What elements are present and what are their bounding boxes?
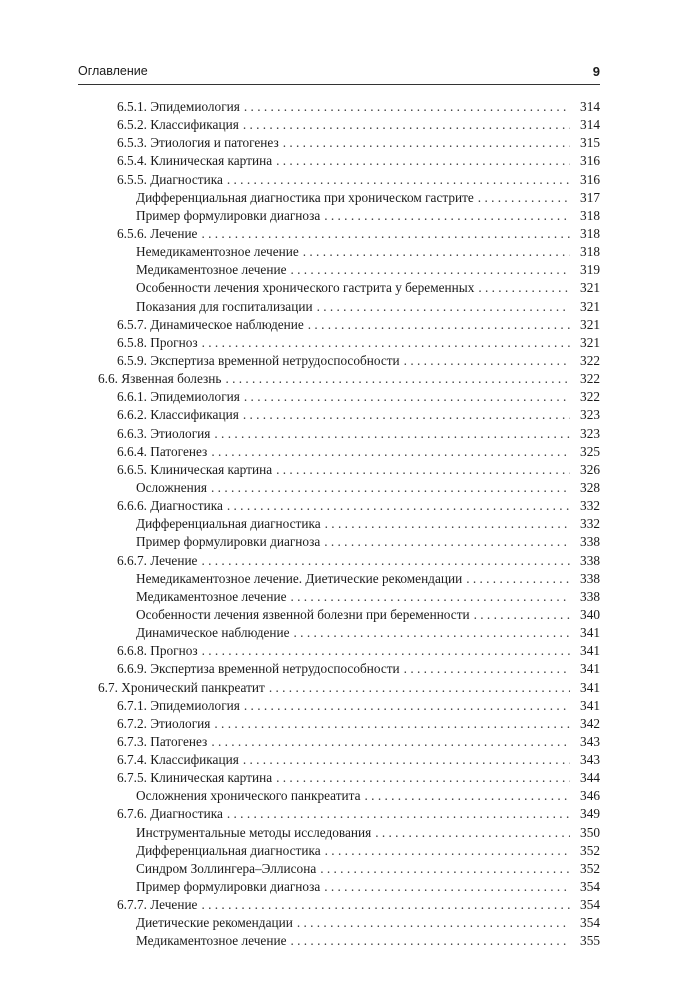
toc-entry-title: Немедикаментозное лечение bbox=[136, 244, 299, 260]
toc-dot-leader bbox=[290, 932, 570, 950]
toc-dot-leader bbox=[244, 388, 570, 406]
toc-entry-page: 343 bbox=[580, 733, 600, 749]
toc-entry bbox=[78, 570, 600, 588]
toc-entry bbox=[78, 588, 600, 606]
toc-dot-leader bbox=[211, 733, 570, 751]
toc-entry bbox=[78, 787, 600, 805]
toc-dot-leader bbox=[201, 552, 570, 570]
toc-entry-page: 354 bbox=[580, 915, 600, 931]
toc-entry-page: 322 bbox=[580, 371, 600, 387]
toc-entry-page: 341 bbox=[580, 643, 600, 659]
toc-entry-page: 318 bbox=[580, 225, 600, 241]
toc-entry-title: 6.5.7. Динамическое наблюдение bbox=[117, 316, 304, 332]
toc-entry-title: 6.6.8. Прогноз bbox=[117, 643, 198, 659]
toc-entry-title: 6.6.5. Клиническая картина bbox=[117, 461, 273, 477]
toc-entry bbox=[78, 443, 600, 461]
toc-entry bbox=[78, 298, 600, 316]
toc-dot-leader bbox=[303, 243, 570, 261]
toc-entry-page: 326 bbox=[580, 461, 600, 477]
toc-dot-leader bbox=[243, 751, 570, 769]
toc-entry-title: 6.5.6. Лечение bbox=[117, 225, 198, 241]
toc-entry-title: Пример формулировки диагноза bbox=[136, 879, 321, 895]
toc-dot-leader bbox=[325, 515, 570, 533]
toc-entry-title: Пример формулировки диагноза bbox=[136, 207, 321, 223]
toc-entry-page: 338 bbox=[580, 570, 600, 586]
toc-entry bbox=[78, 261, 600, 279]
toc-dot-leader bbox=[227, 497, 570, 515]
toc-entry bbox=[78, 425, 600, 443]
toc-entry-title: Осложнения хронического панкреатита bbox=[136, 788, 361, 804]
toc-dot-leader bbox=[308, 316, 570, 334]
toc-entry bbox=[78, 152, 600, 170]
toc-dot-leader bbox=[227, 805, 570, 823]
toc-dot-leader bbox=[290, 261, 570, 279]
toc-entry-page: 321 bbox=[580, 334, 600, 350]
toc-entry bbox=[78, 697, 600, 715]
toc-dot-leader bbox=[474, 606, 570, 624]
toc-entry-page: 352 bbox=[580, 860, 600, 876]
toc-entry-page: 341 bbox=[580, 661, 600, 677]
toc-entry-title: 6.6.3. Этиология bbox=[117, 425, 211, 441]
toc-dot-leader bbox=[290, 588, 570, 606]
toc-entry-page: 322 bbox=[580, 389, 600, 405]
toc-entry-title: 6.5.8. Прогноз bbox=[117, 334, 198, 350]
running-header bbox=[78, 64, 600, 82]
toc-entry-page: 315 bbox=[580, 135, 600, 151]
toc-dot-leader bbox=[325, 842, 570, 860]
toc-entry bbox=[78, 98, 600, 116]
toc-dot-leader bbox=[324, 207, 570, 225]
toc-entry bbox=[78, 842, 600, 860]
toc-dot-leader bbox=[276, 769, 570, 787]
toc-entry bbox=[78, 932, 600, 950]
toc-entry-page: 338 bbox=[580, 534, 600, 550]
toc-entry bbox=[78, 679, 600, 697]
toc-entry-title: Динамическое наблюдение bbox=[136, 625, 290, 641]
toc-dot-leader bbox=[324, 533, 570, 551]
toc-dot-leader bbox=[404, 352, 570, 370]
toc-entry bbox=[78, 225, 600, 243]
toc-entry-page: 323 bbox=[580, 425, 600, 441]
toc-entry-page: 316 bbox=[580, 171, 600, 187]
toc-entry bbox=[78, 207, 600, 225]
toc-entry-page: 342 bbox=[580, 715, 600, 731]
toc-dot-leader bbox=[244, 697, 570, 715]
toc-dot-leader bbox=[294, 624, 570, 642]
toc-entry-page: 322 bbox=[580, 352, 600, 368]
toc-entry bbox=[78, 878, 600, 896]
toc-entry-title: 6.5.9. Экспертиза временной нетрудоспособности bbox=[117, 352, 400, 368]
toc-dot-leader bbox=[225, 370, 570, 388]
toc-entry-page: 314 bbox=[580, 99, 600, 114]
toc-entry-title: 6.6.1. Эпидемиология bbox=[117, 389, 240, 405]
toc-dot-leader bbox=[244, 98, 570, 116]
toc-dot-leader bbox=[269, 679, 570, 697]
toc-dot-leader bbox=[276, 461, 570, 479]
toc-entry-title: 6.7. Хронический панкреатит bbox=[98, 679, 265, 695]
toc-dot-leader bbox=[243, 406, 570, 424]
toc-dot-leader bbox=[365, 787, 570, 805]
toc-entry-page: 340 bbox=[580, 606, 600, 622]
toc-dot-leader bbox=[211, 479, 570, 497]
toc-entry-page: 317 bbox=[580, 189, 600, 205]
toc-entry-title: Дифференциальная диагностика bbox=[136, 516, 321, 532]
toc-entry bbox=[78, 352, 600, 370]
toc-entry-title: Особенности лечения хронического гастрита у беременных bbox=[136, 280, 475, 296]
toc-entry-title: Осложнения bbox=[136, 479, 208, 495]
toc-entry-page: 328 bbox=[580, 479, 600, 495]
toc-entry-page: 343 bbox=[580, 752, 600, 768]
toc-entry bbox=[78, 171, 600, 189]
toc-entry bbox=[78, 824, 600, 842]
toc-entry bbox=[78, 388, 600, 406]
toc-entry-title: 6.7.1. Эпидемиология bbox=[117, 697, 240, 713]
toc-entry-page: 321 bbox=[580, 280, 600, 296]
toc-entry-title: Медикаментозное лечение bbox=[136, 933, 287, 949]
toc-entry-title: Синдром Золлингера–Эллисона bbox=[136, 860, 317, 876]
toc-entry bbox=[78, 715, 600, 733]
toc-entry bbox=[78, 461, 600, 479]
toc-entry bbox=[78, 860, 600, 878]
toc-dot-leader bbox=[375, 824, 570, 842]
toc-entry-title: 6.7.6. Диагностика bbox=[117, 806, 223, 822]
toc-entry-title: Показания для госпитализации bbox=[136, 298, 313, 314]
toc-entry-title: 6.5.3. Этиология и патогенез bbox=[117, 135, 279, 151]
toc-entry bbox=[78, 606, 600, 624]
toc-entry bbox=[78, 479, 600, 497]
toc-entry-title: 6.5.1. Эпидемиология bbox=[117, 99, 240, 114]
toc-entry bbox=[78, 406, 600, 424]
running-header-title: Оглавление bbox=[78, 64, 148, 78]
toc-entry-title: Диетические рекомендации bbox=[136, 915, 293, 931]
toc-entry-page: 338 bbox=[580, 552, 600, 568]
toc-entry-title: Дифференциальная диагностика bbox=[136, 842, 321, 858]
toc-dot-leader bbox=[317, 298, 570, 316]
toc-entry bbox=[78, 533, 600, 551]
toc-entry-page: 349 bbox=[580, 806, 600, 822]
toc-dot-leader bbox=[404, 660, 570, 678]
toc-dot-leader bbox=[202, 334, 570, 352]
toc-entry-title: 6.7.3. Патогенез bbox=[117, 733, 208, 749]
toc-entry-page: 318 bbox=[580, 244, 600, 260]
toc-entry-page: 318 bbox=[580, 207, 600, 223]
toc-entry-title: 6.5.5. Диагностика bbox=[117, 171, 223, 187]
header-divider bbox=[78, 84, 600, 85]
toc-entry-title: 6.6.4. Патогенез bbox=[117, 443, 208, 459]
page-number: 9 bbox=[592, 64, 600, 79]
toc-entry-title: 6.7.2. Этиология bbox=[117, 715, 211, 731]
toc-entry bbox=[78, 751, 600, 769]
toc-entry-page: 319 bbox=[580, 262, 600, 278]
toc-dot-leader bbox=[297, 914, 570, 932]
toc-entry-page: 341 bbox=[580, 679, 600, 695]
toc-dot-leader bbox=[214, 715, 570, 733]
toc-entry-title: 6.5.2. Классификация bbox=[117, 117, 239, 133]
toc-dot-leader bbox=[320, 860, 570, 878]
toc-dot-leader bbox=[478, 189, 570, 207]
toc-entry-title: 6.6.6. Диагностика bbox=[117, 498, 223, 514]
toc-entry-title: 6.7.7. Лечение bbox=[117, 897, 198, 913]
toc-dot-leader bbox=[201, 225, 570, 243]
toc-entry-page: 341 bbox=[580, 625, 600, 641]
toc-entry bbox=[78, 189, 600, 207]
toc-entry-page: 352 bbox=[580, 842, 600, 858]
toc-entry bbox=[78, 316, 600, 334]
toc-entry-page: 325 bbox=[580, 443, 600, 459]
toc-entry bbox=[78, 733, 600, 751]
toc-entry-page: 321 bbox=[580, 298, 600, 314]
toc-entry-title: Инструментальные методы исследования bbox=[136, 824, 372, 840]
toc-entry-title: 6.7.5. Клиническая картина bbox=[117, 770, 273, 786]
toc-entry-title: 6.6.7. Лечение bbox=[117, 552, 198, 568]
toc-entry bbox=[78, 497, 600, 515]
toc-entry-title: Медикаментозное лечение bbox=[136, 262, 287, 278]
toc-entry-page: 332 bbox=[580, 516, 600, 532]
toc-entry bbox=[78, 134, 600, 152]
toc-entry bbox=[78, 660, 600, 678]
toc-entry bbox=[78, 805, 600, 823]
toc-entry-page: 338 bbox=[580, 588, 600, 604]
toc-entry bbox=[78, 914, 600, 932]
toc-entry-title: Немедикаментозное лечение. Диетические рекомендации bbox=[136, 570, 463, 586]
toc-dot-leader bbox=[202, 642, 570, 660]
toc-entry bbox=[78, 515, 600, 533]
toc-entry-title: Пример формулировки диагноза bbox=[136, 534, 321, 550]
toc-entry-page: 341 bbox=[580, 697, 600, 713]
toc-entry-page: 354 bbox=[580, 879, 600, 895]
toc-entry-page: 316 bbox=[580, 153, 600, 169]
toc-entry-page: 314 bbox=[580, 117, 600, 133]
toc-dot-leader bbox=[201, 896, 570, 914]
toc-entry bbox=[78, 279, 600, 297]
toc-entry-title: Дифференциальная диагностика при хроническом гастрите bbox=[136, 189, 474, 205]
toc-entry bbox=[78, 370, 600, 388]
toc-dot-leader bbox=[283, 134, 570, 152]
toc-entry-page: 321 bbox=[580, 316, 600, 332]
toc-entry-page: 346 bbox=[580, 788, 600, 804]
toc-entry bbox=[78, 642, 600, 660]
toc-dot-leader bbox=[466, 570, 570, 588]
toc-entry-page: 354 bbox=[580, 897, 600, 913]
toc-entry-title: 6.6. Язвенная болезнь bbox=[98, 371, 222, 387]
toc-dot-leader bbox=[227, 171, 570, 189]
toc-entry-title: Особенности лечения язвенной болезни при беременности bbox=[136, 606, 470, 622]
toc-dot-leader bbox=[324, 878, 570, 896]
toc-dot-leader bbox=[214, 425, 570, 443]
toc-entry-title: 6.6.2. Классификация bbox=[117, 407, 239, 423]
toc-entry bbox=[78, 116, 600, 134]
toc-dot-leader bbox=[243, 116, 570, 134]
toc-entry-page: 344 bbox=[580, 770, 600, 786]
toc-entry bbox=[78, 624, 600, 642]
toc-entry-page: 323 bbox=[580, 407, 600, 423]
toc-entry-title: 6.7.4. Классификация bbox=[117, 752, 239, 768]
toc-entry bbox=[78, 552, 600, 570]
toc-entry-page: 350 bbox=[580, 824, 600, 840]
toc-entry-page: 332 bbox=[580, 498, 600, 514]
toc-entry bbox=[78, 243, 600, 261]
toc-dot-leader bbox=[478, 279, 570, 297]
toc-entry-title: 6.6.9. Экспертиза временной нетрудоспособности bbox=[117, 661, 400, 677]
toc-dot-leader bbox=[211, 443, 570, 461]
toc-dot-leader bbox=[276, 152, 570, 170]
toc-entry-page: 355 bbox=[580, 933, 600, 949]
toc-entry bbox=[78, 769, 600, 787]
toc-entry-title: Медикаментозное лечение bbox=[136, 588, 287, 604]
toc-entry-title: 6.5.4. Клиническая картина bbox=[117, 153, 273, 169]
toc-entry bbox=[78, 896, 600, 914]
toc-entry bbox=[78, 334, 600, 352]
table-of-contents bbox=[78, 98, 600, 951]
